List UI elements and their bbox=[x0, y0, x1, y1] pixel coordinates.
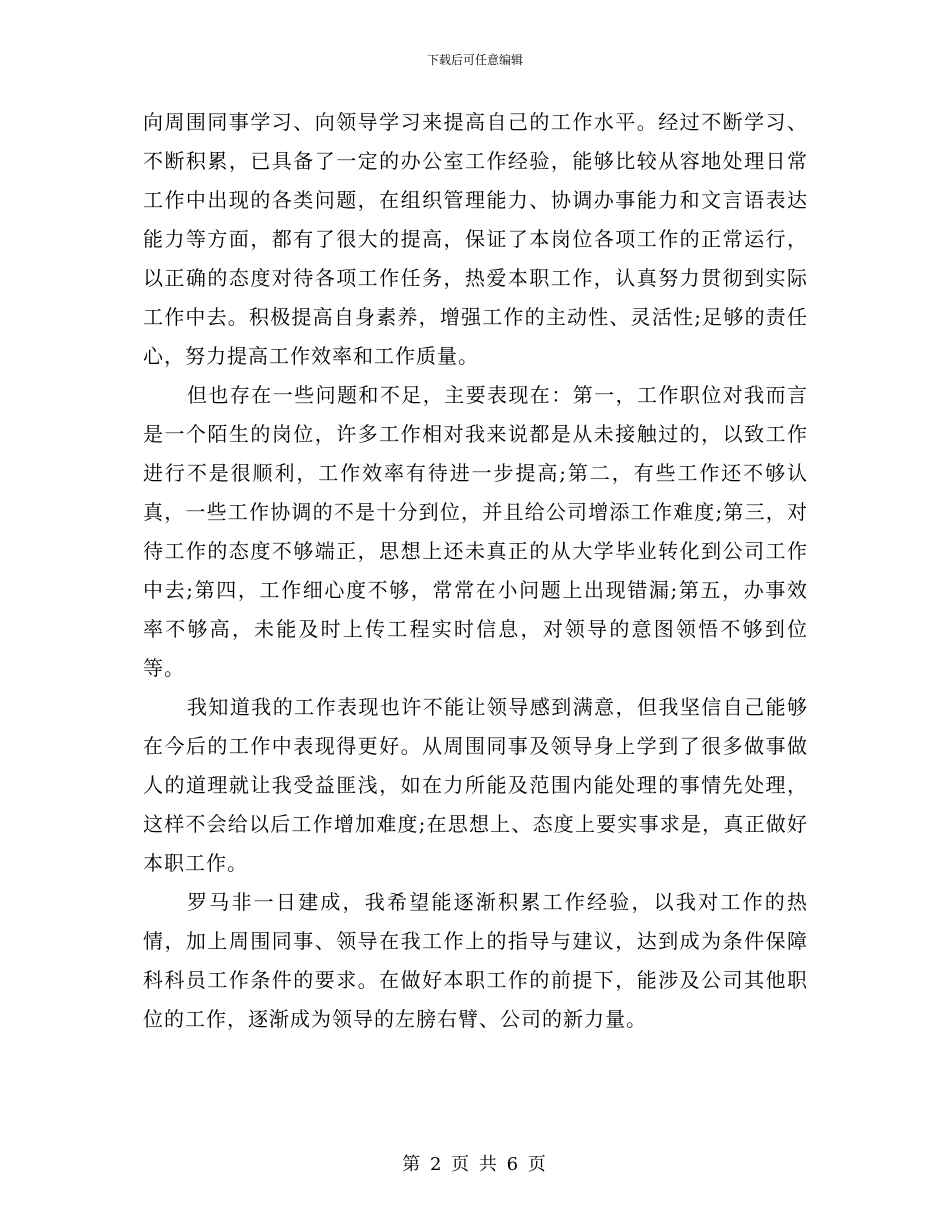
document-body bbox=[143, 103, 808, 1039]
page-header: 下载后可任意编辑 bbox=[426, 53, 523, 67]
paragraph-3: 我知道我的工作表现也许不能让领导感到满意，但我坚信自己能够在今后的工作中表现得更好。从周围同事及领导身上学到了很多做事做人的道理就让我受益匪浅，如在力所能及范围内能处理的事情先处理，这样不会给以后工作增加难度;在思想上、态度上要实事求是，真正做好本职工作。 bbox=[143, 695, 808, 875]
page-footer: 第 2 页 共 6 页 bbox=[402, 1154, 548, 1175]
paragraph-1: 向周围同事学习、向领导学习来提高自己的工作水平。经过不断学习、不断积累，已具备了一定的办公室工作经验，能够比较从容地处理日常工作中出现的各类问题，在组织管理能力、协调办事能力和文言语表达能力等方面，都有了很大的提高，保证了本岗位各项工作的正常运行，以正确的态度对待各项工作任务，热爱本职工作，认真努力贯彻到实际工作中去。积极提高自身素养，增强工作的主动性、灵活性;足够的责任心，努力提高工作效率和工作质量。 bbox=[143, 110, 808, 368]
paragraph-2: 但也存在一些问题和不足，主要表现在：第一，工作职位对我而言是一个陌生的岗位，许多工作相对我来说都是从未接触过的，以致工作进行不是很顺利，工作效率有待进一步提高;第二，有些工作还不够认真，一些工作协调的不是十分到位，并且给公司增添工作难度;第三，对待工作的态度不够端正，思想上还未真正的从大学毕业转化到公司工作中去;第四，工作细心度不够，常常在小问题上出现错漏;第五，办事效率不够高，未能及时上传工程实时信息，对领导的意图领悟不够到位等。 bbox=[143, 383, 808, 680]
paragraph-4: 罗马非一日建成，我希望能逐渐积累工作经验，以我对工作的热情，加上周围同事、领导在我工作上的指导与建议，达到成为条件保障科科员工作条件的要求。在做好本职工作的前提下，能涉及公司其他职位的工作，逐渐成为领导的左膀右臂、公司的新力量。 bbox=[143, 890, 808, 1031]
